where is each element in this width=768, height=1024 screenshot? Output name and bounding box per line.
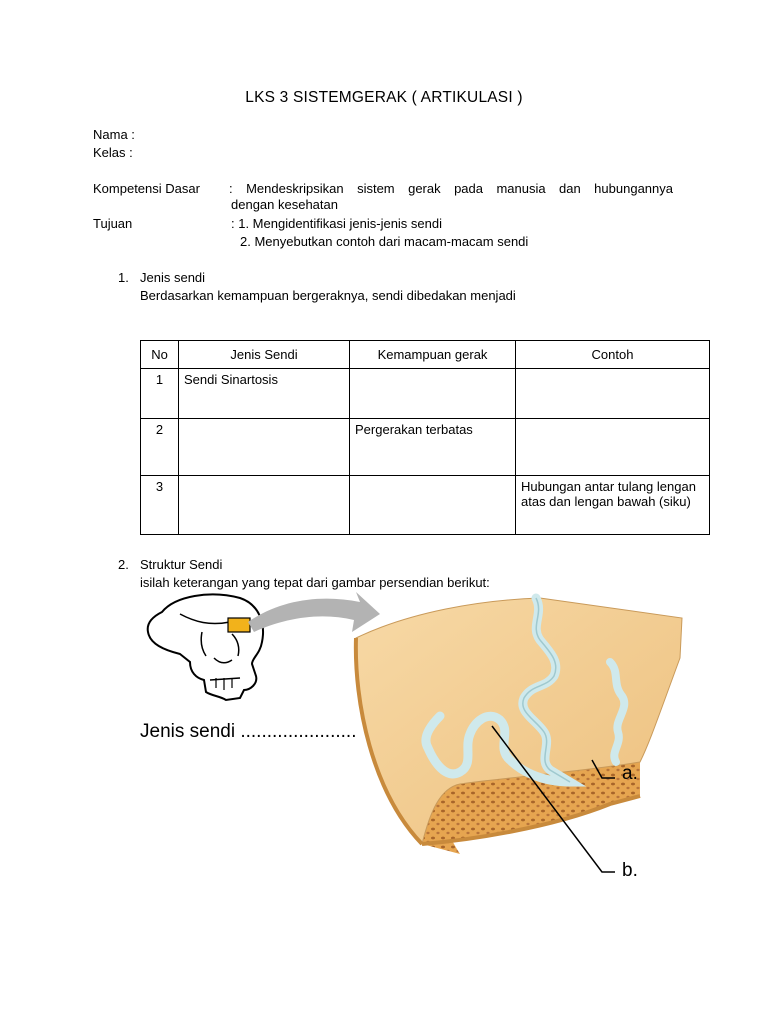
header-contoh: Contoh xyxy=(516,341,710,369)
header-jenis-sendi: Jenis Sendi xyxy=(179,341,350,369)
kompetensi-label: Kompetensi Dasar xyxy=(93,181,200,196)
table-row xyxy=(141,476,710,535)
cell-kemampuan-gerak xyxy=(350,369,516,419)
cell-contoh: Hubungan antar tulang lengan atas dan lengan bawah (siku) xyxy=(516,476,710,535)
tujuan-item-1: : 1. Mengidentifikasi jenis-jenis sendi xyxy=(231,216,442,231)
cell-jenis-sendi xyxy=(179,419,350,476)
tujuan-label: Tujuan xyxy=(93,216,133,231)
kompetensi-text-line2: dengan kesehatan xyxy=(231,197,338,212)
section1-heading: Jenis sendi xyxy=(140,270,206,285)
section1-number: 1. xyxy=(118,270,129,285)
cell-no: 2 xyxy=(141,419,179,476)
cell-jenis-sendi xyxy=(179,476,350,535)
header-no: No xyxy=(141,341,179,369)
section1-text: Berdasarkan kemampuan bergeraknya, sendi dibedakan menjadi xyxy=(140,288,516,303)
header-kemampuan-gerak: Kemampuan gerak xyxy=(350,341,516,369)
page-title: LKS 3 SISTEMGERAK ( ARTIKULASI ) xyxy=(245,89,523,106)
table-row xyxy=(141,419,710,476)
nama-label: Nama : xyxy=(93,127,135,142)
jenis-sendi-table xyxy=(140,340,710,535)
section2-heading: Struktur Sendi xyxy=(140,557,223,572)
kelas-label: Kelas : xyxy=(93,145,133,160)
pointer-arrow xyxy=(248,592,380,632)
tujuan-item-2: 2. Menyebutkan contoh dari macam-macam sendi xyxy=(240,234,529,249)
table-row xyxy=(141,369,710,419)
suture-highlight-box xyxy=(228,618,250,632)
cell-no: 3 xyxy=(141,476,179,535)
label-a: a. xyxy=(622,763,638,784)
section2-number: 2. xyxy=(118,557,129,572)
cell-kemampuan-gerak xyxy=(350,476,516,535)
cell-no: 1 xyxy=(141,369,179,419)
label-b: b. xyxy=(622,860,638,881)
kompetensi-text-line1: : Mendeskripsikan sistem gerak pada manusia dan hubungannya xyxy=(229,181,673,196)
cell-kemampuan-gerak: Pergerakan terbatas xyxy=(350,419,516,476)
cell-contoh xyxy=(516,419,710,476)
cell-contoh xyxy=(516,369,710,419)
cell-jenis-sendi: Sendi Sinartosis xyxy=(179,369,350,419)
jenis-sendi-blank: Jenis sendi ...................... xyxy=(140,721,357,742)
section2-text: isilah keterangan yang tepat dari gambar persendian berikut: xyxy=(140,575,490,590)
skull-illustration xyxy=(148,594,263,700)
